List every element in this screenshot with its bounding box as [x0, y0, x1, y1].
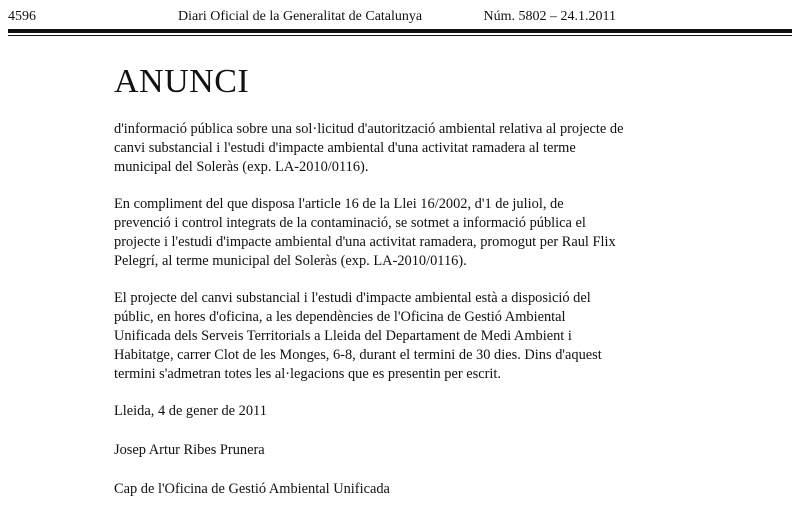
place-date: Lleida, 4 de gener de 2011 [114, 403, 267, 419]
paragraph-line: termini s'admetran totes les al·legacions que es presentin per escrit. [114, 366, 502, 382]
signatory-name: Josep Artur Ribes Prunera [114, 442, 265, 458]
paragraph-line: En compliment del que disposa l'article 16 de la Llei 16/2002, d'1 de juliol, de [114, 196, 564, 212]
paragraph-line: projecte i l'estudi d'impacte ambiental d'una activitat ramadera, promogut per Raul Flix [114, 234, 616, 250]
signatory-position: Cap de l'Oficina de Gestió Ambiental Unificada [114, 481, 390, 497]
document-body [114, 62, 714, 512]
paragraph-line: públic, en hores d'oficina, a les dependències de l'Oficina de Gestió Ambiental [114, 309, 566, 325]
paragraph-1 [114, 195, 714, 271]
header-rule-thin [8, 35, 792, 36]
subtitle-line: canvi substancial i l'estudi d'impacte ambiental d'una activitat ramadera al terme [114, 140, 576, 156]
header-rule-thick [8, 29, 792, 33]
paragraph-line: prevenció i control integrats de la contaminació, se sotmet a informació pública el [114, 215, 586, 231]
issue-number-date: Núm. 5802 – 24.1.2011 [483, 9, 616, 24]
document-subtitle [114, 120, 714, 177]
page-header [8, 6, 792, 28]
paragraph-line: Pelegrí, al terme municipal del Soleràs (exp. LA-2010/0116). [114, 253, 467, 269]
journal-title: Diari Oficial de la Generalitat de Catalunya [178, 9, 423, 24]
paragraph-line: Habitatge, carrer Clot de les Monges, 6-8, durant el termini de 30 dies. Dins d'aquest [114, 347, 602, 363]
paragraph-line: El projecte del canvi substancial i l'estudi d'impacte ambiental està a disposició del [114, 290, 591, 306]
paragraph-line: Unificada dels Serveis Territorials a Lleida del Departament de Medi Ambient i [114, 328, 572, 344]
page-number: 4596 [8, 9, 36, 24]
document-title: ANUNCI [114, 63, 250, 100]
subtitle-line: d'informació pública sobre una sol·licitud d'autorització ambiental relativa al projecte de [114, 121, 624, 137]
paragraph-2 [114, 289, 714, 384]
subtitle-line: municipal del Soleràs (exp. LA-2010/0116). [114, 159, 369, 175]
